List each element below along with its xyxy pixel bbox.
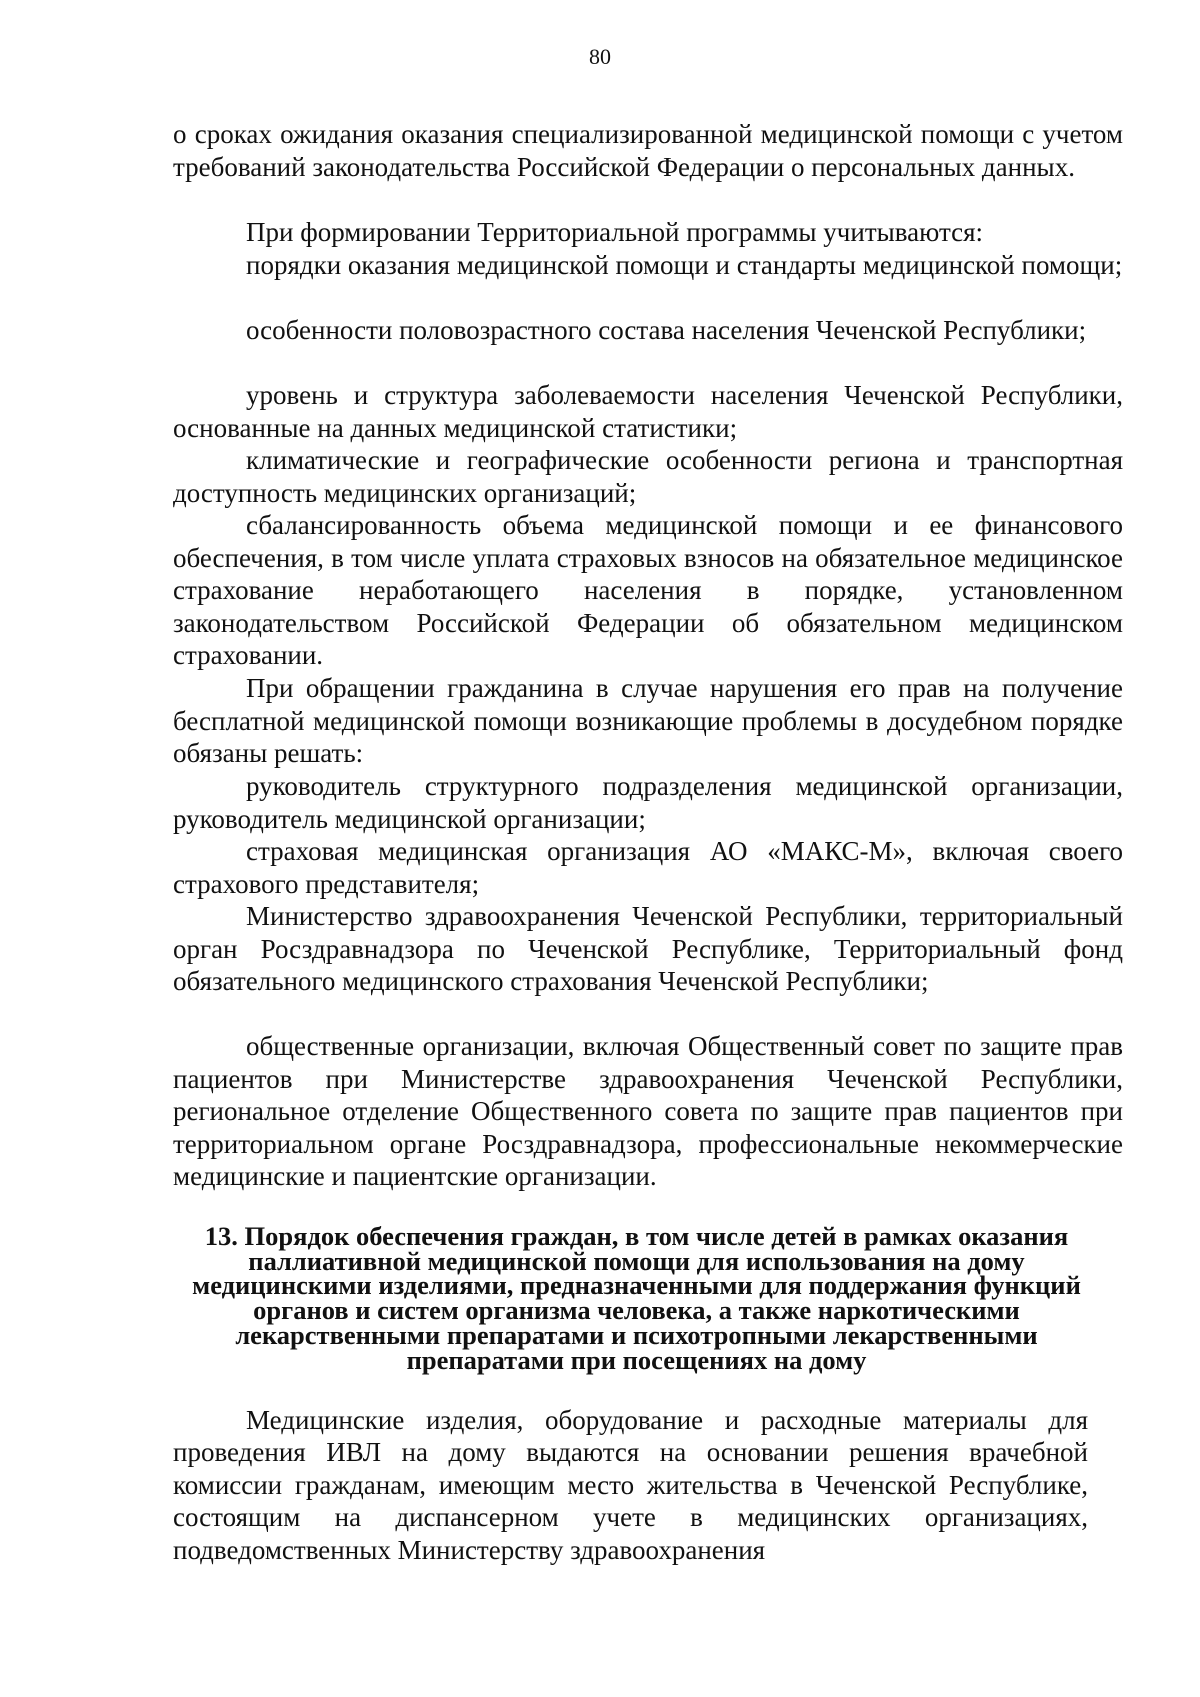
paragraph-waiting-times: о сроках ожидания оказания специализированной медицинской помощи с учетом требований законодательства Российской Федерации о персональных данных. <box>173 119 1123 182</box>
list-item-department-head: руководитель структурного подразделения медицинской организации, руководитель медицинской организации; <box>173 771 1123 834</box>
page-number: 80 <box>589 44 611 69</box>
list-item-morbidity: уровень и структура заболеваемости населения Чеченской Республики, основанные на данных медицинской статистики; <box>173 380 1123 443</box>
paragraph-program-considerations: При формировании Территориальной программы учитываются: <box>246 217 984 247</box>
list-item-procedures-standards: порядки оказания медицинской помощи и стандарты медицинской помощи; <box>246 250 1123 280</box>
list-item-ministry-authorities: Министерство здравоохранения Чеченской Республики, территориальный орган Росздравнадзора по Чеченской Республике, Территориальный фонд обязательного медицинского страхования Чеченской Республики; <box>173 901 1123 997</box>
list-item-insurance-organization: страховая медицинская организация АО «МАКС-М», включая своего страхового представителя; <box>173 836 1123 899</box>
section-paragraph: Медицинские изделия, оборудование и расходные материалы для проведения ИВЛ на дому выдаются на основании решения врачебной комиссии гражданам, имеющим место жительства в Чеченской Республике, состоящим на диспансерном учете в медицинских организациях, подведомственных Министерству здравоохранения <box>173 1405 1088 1565</box>
paragraph-citizen-complaint: При обращении гражданина в случае нарушения его прав на получение бесплатной медицинской помощи возникающие проблемы в досудебном порядке обязаны решать: <box>173 673 1123 769</box>
list-item-climate-geography: климатические и географические особенности региона и транспортная доступность медицинских организаций; <box>173 445 1123 508</box>
list-item-public-organizations: общественные организации, включая Общественный совет по защите прав пациентов при Министерстве здравоохранения Чеченской Республики, региональное отделение Общественного совета по защите прав пациентов при территориальном органе Росздравнадзора, профессиональные некоммерческие медицинские и пациентские организации. <box>173 1031 1123 1192</box>
list-item-balance-financing: сбалансированность объема медицинской помощи и ее финансового обеспечения, в том числе уплата страховых взносов на обязательное медицинское страхование неработающего населения в порядке, установленном законодательством Российской Федерации об обязательном медицинском страховании. <box>173 510 1123 671</box>
section-heading: 13. Порядок обеспечения граждан, в том числе детей в рамках оказания паллиативной медицинской помощи для использования на дому медицинскими изделиями, предназначенными для поддержания функций органов и систем организма человека, а также наркотическими лекарственными препаратами и психотропными лекарственными препаратами при посещениях на дому <box>192 1221 1081 1375</box>
list-item-population-structure: особенности половозрастного состава населения Чеченской Республики; <box>246 315 1087 345</box>
